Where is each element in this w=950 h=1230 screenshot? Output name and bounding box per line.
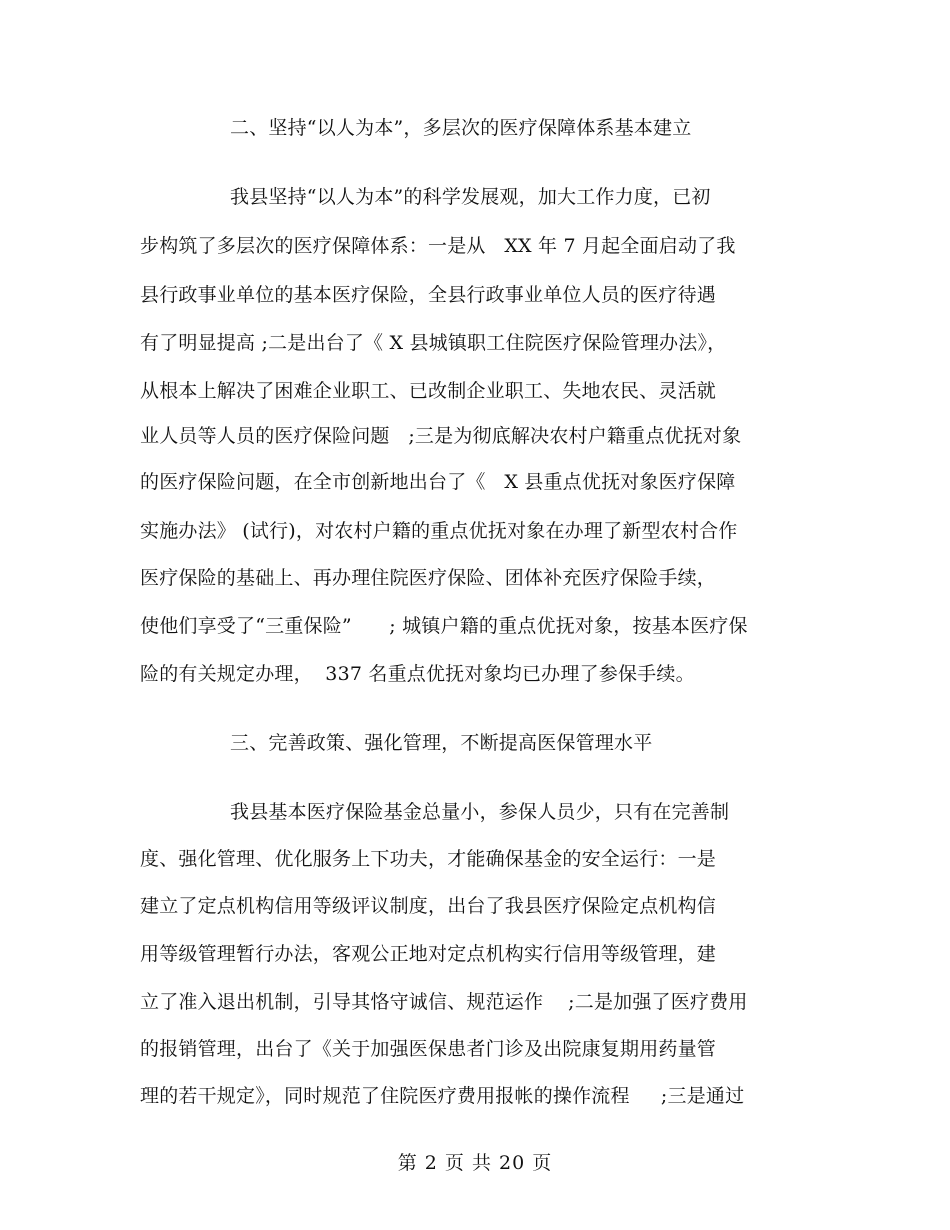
paragraph-line: 医疗保险的基础上、再办理住院医疗保险、团体补充医疗保险手续， <box>140 567 717 589</box>
section-heading-3: 三、完善政策、强化管理，不断提高医保管理水平 <box>230 732 653 754</box>
paragraph-line: 我县基本医疗保险基金总量小，参保人员少，只有在完善制 <box>230 801 730 823</box>
paragraph-line: 建立了定点机构信用等级评议制度，出台了我县医疗保险定点机构信 <box>140 895 717 917</box>
section-heading-2: 二、坚持“以人为本”，多层次的医疗保障体系基本建立 <box>230 117 692 139</box>
paragraph-line: 的医疗保险问题，在全市创新地出台了《 X 县重点优抚对象医疗保障 <box>140 471 736 493</box>
paragraph-line: 县行政事业单位的基本医疗保险，全县行政事业单位人员的医疗待遇 <box>140 284 717 306</box>
paragraph-line: 理的若干规定》，同时规范了住院医疗费用报帐的操作流程 ;三是通过 <box>140 1085 745 1107</box>
page-number: 第 2 页 共 20 页 <box>397 1152 553 1174</box>
paragraph-line: 步构筑了多层次的医疗保障体系：一是从 XX 年 7 月起全面启动了我 <box>140 235 736 257</box>
paragraph-line: 从根本上解决了困难企业职工、已改制企业职工、失地农民、灵活就 <box>140 380 717 402</box>
paragraph-line: 的报销管理，出台了《关于加强医保患者门诊及出院康复期用药量管 <box>140 1038 717 1060</box>
paragraph-line: 用等级管理暂行办法，客观公正地对定点机构实行信用等级管理，建 <box>140 943 717 965</box>
paragraph-line: 险的有关规定办理， 337 名重点优抚对象均已办理了参保手续。 <box>140 663 695 685</box>
paragraph-line: 度、强化管理、优化服务上下功夫，才能确保基金的安全运行：一是 <box>140 848 717 870</box>
paragraph-line: 实施办法》 (试行)，对农村户籍的重点优抚对象在办理了新型农村合作 <box>140 520 738 542</box>
paragraph-line: 有了明显提高 ;二是出台了《 X 县城镇职工住院医疗保险管理办法》， <box>140 332 727 354</box>
paragraph-line: 业人员等人员的医疗保险问题 ;三是为彻底解决农村户籍重点优抚对象 <box>140 425 742 447</box>
paragraph-line: 我县坚持“以人为本”的科学发展观，加大工作力度，已初 <box>230 186 711 208</box>
paragraph-line: 立了准入退出机制，引导其恪守诚信、规范运作 ;二是加强了医疗费用 <box>140 991 748 1013</box>
paragraph-line: 使他们享受了“三重保险” ; 城镇户籍的重点优抚对象，按基本医疗保 <box>140 615 748 637</box>
